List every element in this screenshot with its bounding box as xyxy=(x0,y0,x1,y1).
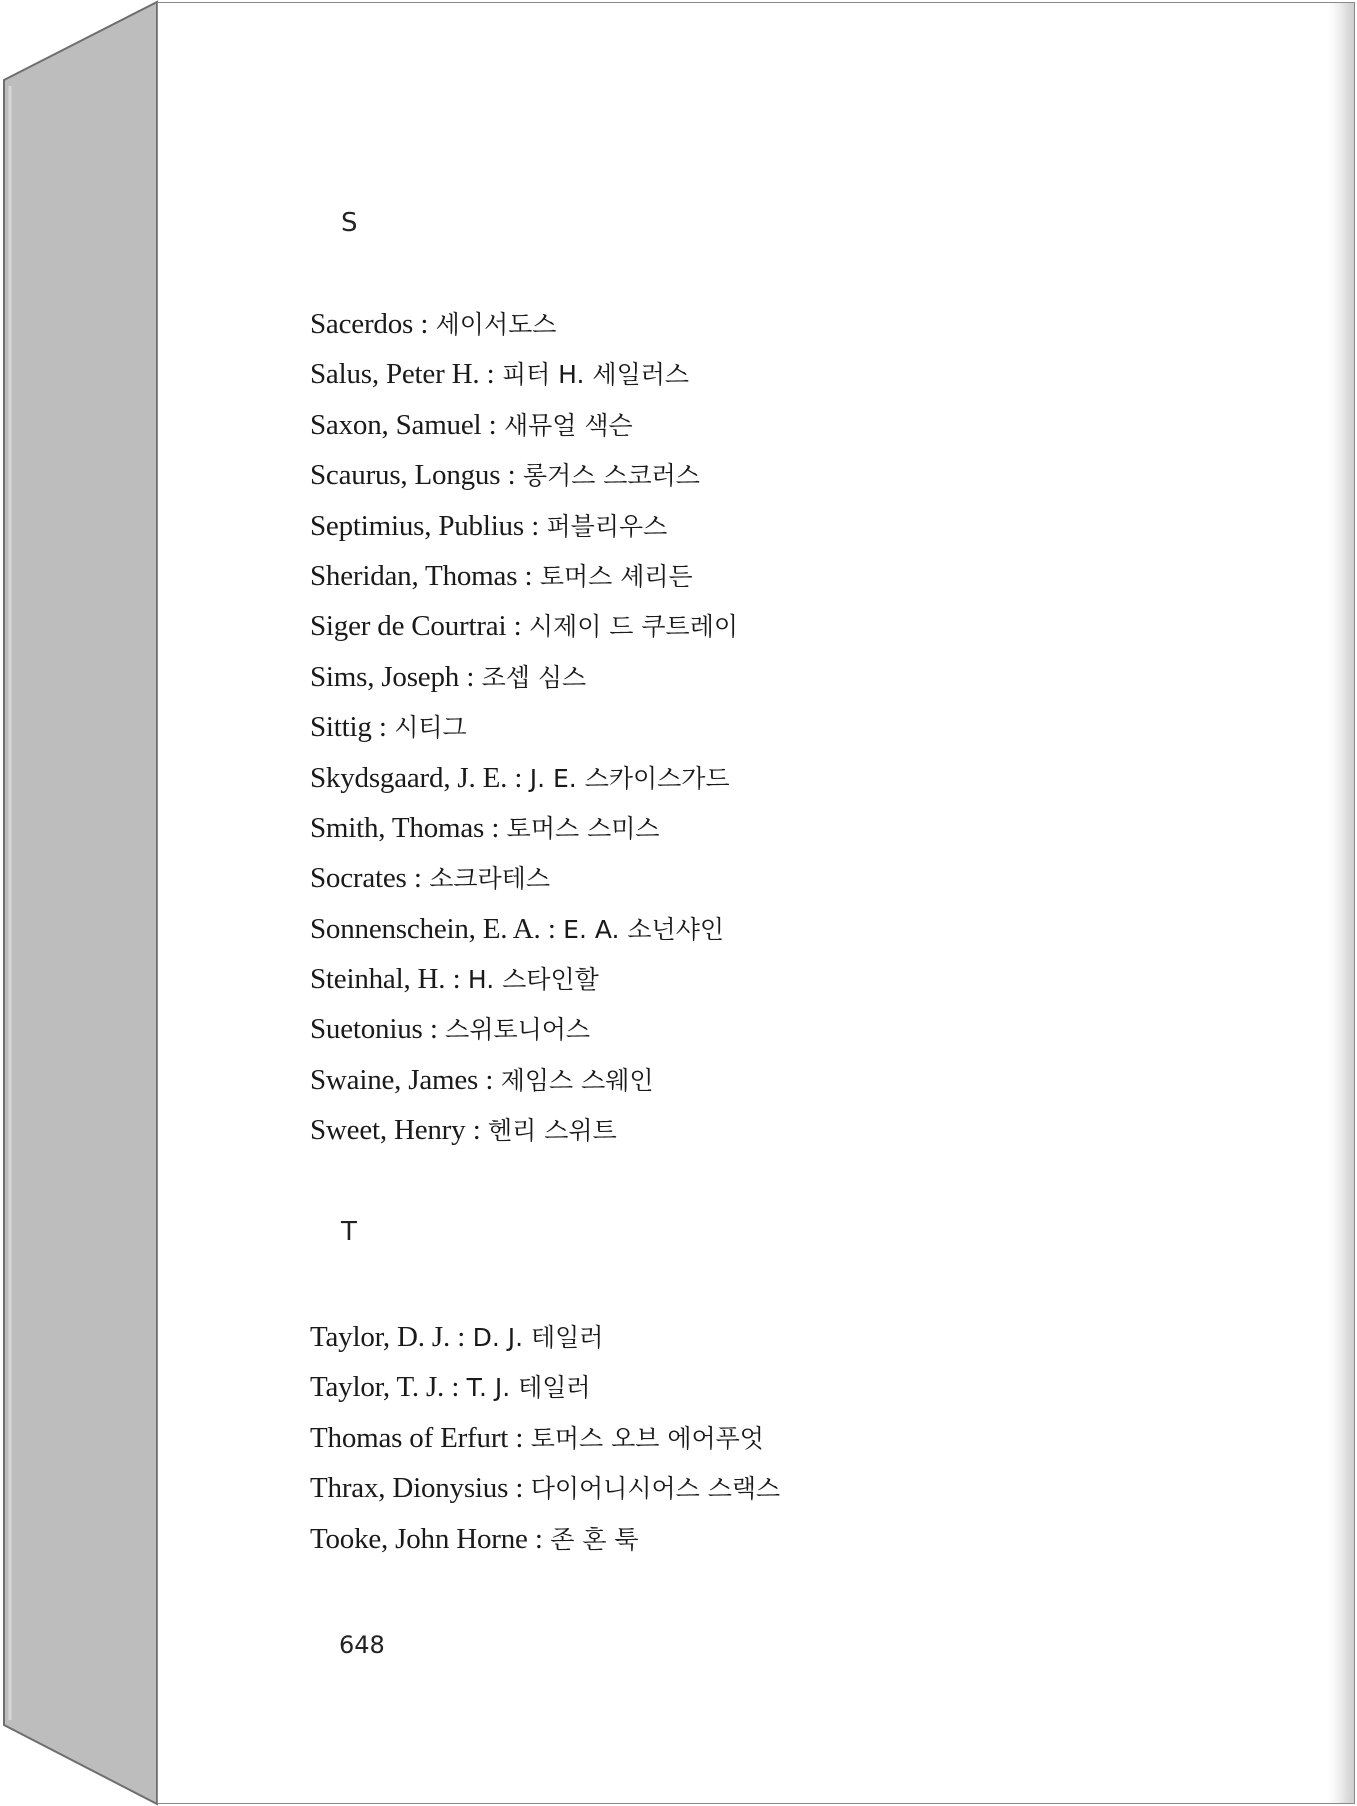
index-entry: Smith, Thomas : 토머스 스미스 xyxy=(310,811,660,844)
index-entry: Salus, Peter H. : 피터 H. 세일러스 xyxy=(310,358,690,391)
page-number: 648 xyxy=(339,1631,385,1659)
index-entry: Swaine, James : 제임스 스웨인 xyxy=(310,1063,654,1096)
index-entry: Sittig : 시티그 xyxy=(310,711,467,744)
index-list-t xyxy=(310,1312,780,1564)
index-entry: Sims, Joseph : 조셉 심스 xyxy=(310,660,587,693)
index-entry: Taylor, T. J. : T. J. 테일러 xyxy=(310,1371,591,1404)
index-entry: Suetonius : 스위토니어스 xyxy=(310,1013,591,1046)
book-spine xyxy=(0,0,160,1806)
index-entry: Septimius, Publius : 퍼블리우스 xyxy=(310,509,668,542)
page-edge-shadow xyxy=(1328,3,1354,1803)
index-list-s xyxy=(310,299,738,1156)
index-entry: Saxon, Samuel : 새뮤얼 색슨 xyxy=(310,408,633,441)
index-entry: Tooke, John Horne : 존 혼 툭 xyxy=(310,1522,639,1555)
index-entry: Siger de Courtrai : 시제이 드 쿠트레이 xyxy=(310,610,739,643)
index-entry: Skydsgaard, J. E. : J. E. 스카이스가드 xyxy=(310,761,730,794)
index-entry: Sheridan, Thomas : 토머스 셰리든 xyxy=(310,559,693,592)
index-entry: Thomas of Erfurt : 토머스 오브 에어푸엇 xyxy=(310,1421,764,1454)
index-entry: Sweet, Henry : 헨리 스위트 xyxy=(310,1114,617,1147)
index-entry: Steinhal, H. : H. 스타인할 xyxy=(310,963,599,996)
index-entry: Taylor, D. J. : D. J. 테일러 xyxy=(310,1321,604,1353)
index-entry: Thrax, Dionysius : 다이어니시어스 스랙스 xyxy=(310,1472,781,1505)
index-entry: Socrates : 소크라테스 xyxy=(310,862,550,895)
index-entry: Sacerdos : 세이서도스 xyxy=(310,308,557,340)
section-letter-s: S xyxy=(341,208,358,238)
section-letter-t: T xyxy=(341,1217,357,1247)
index-entry: Sonnenschein, E. A. : E. A. 소넌샤인 xyxy=(310,912,725,945)
index-entry: Scaurus, Longus : 롱거스 스코러스 xyxy=(310,459,700,492)
book-page xyxy=(157,2,1355,1804)
